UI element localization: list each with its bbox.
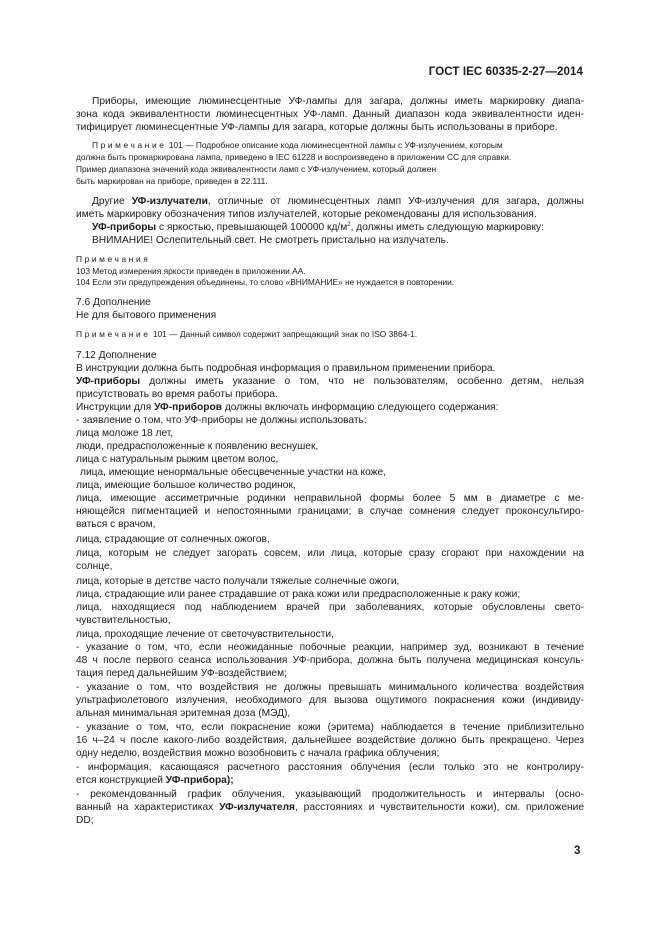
section-title: 7.6 Дополнение: [76, 297, 151, 308]
list-item: DD;: [76, 815, 94, 826]
list-item: лица, страдающие от солнечных ожогов,: [76, 534, 270, 545]
list-item: лица, страдающие или ранее страдавшие от рака кожи или предрасположенные к раку кожи;: [76, 589, 521, 600]
note-line: 104 Если эти предупреждения объединены, то слово «ВНИМАНИЕ» не нуждается в повторении.: [76, 277, 455, 287]
list-item: лица, проходящие лечение от светочувствительности,: [76, 629, 334, 640]
paragraph-line: Приборы, имеющие люминесцентные УФ-лампы для загара, должны иметь маркировку диапа-: [92, 96, 584, 107]
note-line: должна быть промаркирована лампа, приведено в IEC 61228 и воспроизведено в приложении СС для справки.: [76, 152, 512, 162]
paragraph-line: УФ-приборы должны иметь указание о том, что не пользователям, особенно детям, нельзя: [76, 376, 584, 387]
list-item: солнце,: [76, 561, 113, 572]
paragraph-line: иметь маркировку обозначения типов излучателей, которые рекомендованы для использования.: [76, 209, 537, 220]
paragraph-line: В инструкции должна быть подробная информация о правильном применении прибора.: [76, 363, 496, 374]
note-line: Примечание 101 — Данный символ содержит запрещающий знак по ISO 3864-1.: [76, 329, 418, 339]
document-header: ГОСТ IEC 60335-2-27—2014: [428, 66, 583, 78]
note-label: Примечание: [76, 329, 151, 339]
paragraph-line: Другие УФ-излучатели, отличные от люминесцентных ламп УФ-излучения для загара, должны: [92, 196, 584, 207]
list-item: - указание о том, что воздействия не должны превышать минимального количества воздействия: [76, 682, 584, 693]
list-item: няющейся пигментацией и непостоянными границами; в случае сомнения следует проконсультиро-: [76, 506, 584, 517]
list-item: 48 ч после первого сеанса использования УФ-прибора, должна быть получена медицинская консуль-: [76, 655, 584, 666]
page-number: 3: [574, 845, 581, 857]
list-item: лица, находящиеся под наблюдением врачей при заболеваниях, которые обусловлены свето-: [76, 602, 584, 613]
paragraph-line: УФ-приборы с яркостью, превышающей 100000 $кд/м^2$, должны иметь следующую маркировку:: [92, 222, 544, 233]
note-line: быть маркирован на приборе, приведен в 22.111.: [76, 176, 268, 186]
list-item: лица, имеющие большое количество родинок,: [76, 480, 296, 491]
list-item: лица моложе 18 лет,: [76, 428, 174, 439]
note-line: Примечание 101 — Подробное описание кода люминесцентной лампы с УФ-излучением, которым: [92, 140, 503, 150]
list-item: ванный на характеристиках УФ-излучателя, расстояниях и чувствительности кожи), см. приложение: [76, 802, 584, 813]
list-item: лица, имеющие ненормальные обесцвеченные участки на коже,: [80, 467, 386, 478]
list-item: лица, имеющие ассиметричные родинки неправильной формы более 5 мм в диаметре с ме-: [76, 493, 584, 504]
list-item: лица с натуральным рыжим цветом волос,: [76, 454, 279, 465]
list-item: альная минимальная эритемная доза (МЭД),: [76, 708, 291, 719]
list-item: одну неделю, воздействия можно возобновить с начала графика облучения;: [76, 748, 440, 759]
paragraph-line: тифицирует люминесцентные УФ-лампы для загара, которые должны быть использованы в приборе.: [76, 122, 558, 133]
list-item: люди, предрасположенные к появлению веснушек,: [76, 441, 319, 452]
list-item: - указание о том, что, если покраснение кожи (эритема) наблюдается в течение приблизительно: [76, 722, 584, 733]
list-item: лица, которым не следует загорать совсем, или лица, которые сразу сгорают при нахождении на: [76, 548, 584, 559]
notes-label: Примечания: [76, 254, 151, 264]
list-item: чувствительностью,: [76, 615, 171, 626]
list-item: тация перед дальнейшим УФ-воздействием;: [76, 668, 287, 679]
list-item: ультрафиолетового излучения, необходимого для вызова ощутимого покраснения кожи (индивиду-: [76, 695, 584, 706]
list-item: ваться с врачом,: [76, 519, 156, 530]
note-line: Пример диапазона значений кода эквивалентности ламп с УФ-излучением, который должен: [76, 164, 437, 174]
list-item: - информация, касающаяся расчетного расстояния облучения (если только это не контролиру-: [76, 762, 584, 773]
list-item: - указание о том, что, если неожиданные побочные реакции, например зуд, возникают в течение: [76, 642, 584, 653]
list-item: - заявление о том, что УФ-приборы не должны использовать:: [76, 415, 367, 426]
section-title: 7.12 Дополнение: [76, 350, 157, 361]
warning-text: ВНИМАНИЕ! Ослепительный свет. Не смотреть пристально на излучатель.: [92, 235, 449, 246]
list-item: лица, которые в детстве часто получали тяжелые солнечные ожоги,: [76, 576, 400, 587]
list-item: ется конструкцией УФ-прибора);: [76, 775, 234, 786]
paragraph-line: Не для бытового применения: [76, 310, 217, 321]
note-line: 103 Метод измерения яркости приведен в приложении АА.: [76, 266, 306, 276]
list-item: - рекомендованный график облучения, указывающий продолжительность и интервалы (осно-: [76, 789, 584, 800]
paragraph-line: Инструкции для УФ-приборов должны включать информацию следующего содержания:: [76, 402, 499, 413]
note-label: Примечание: [92, 140, 167, 150]
list-item: 16 ч–24 ч после какого-либо воздействия, дальнейшее воздействие должно быть прекращено. Через: [76, 735, 584, 746]
paragraph-line: зона кода эквивалентности люминесцентных УФ-ламп. Данный диапазон кода эквивалентности иден-: [76, 109, 584, 120]
paragraph-line: присутствовать во время работы прибора.: [76, 389, 278, 400]
